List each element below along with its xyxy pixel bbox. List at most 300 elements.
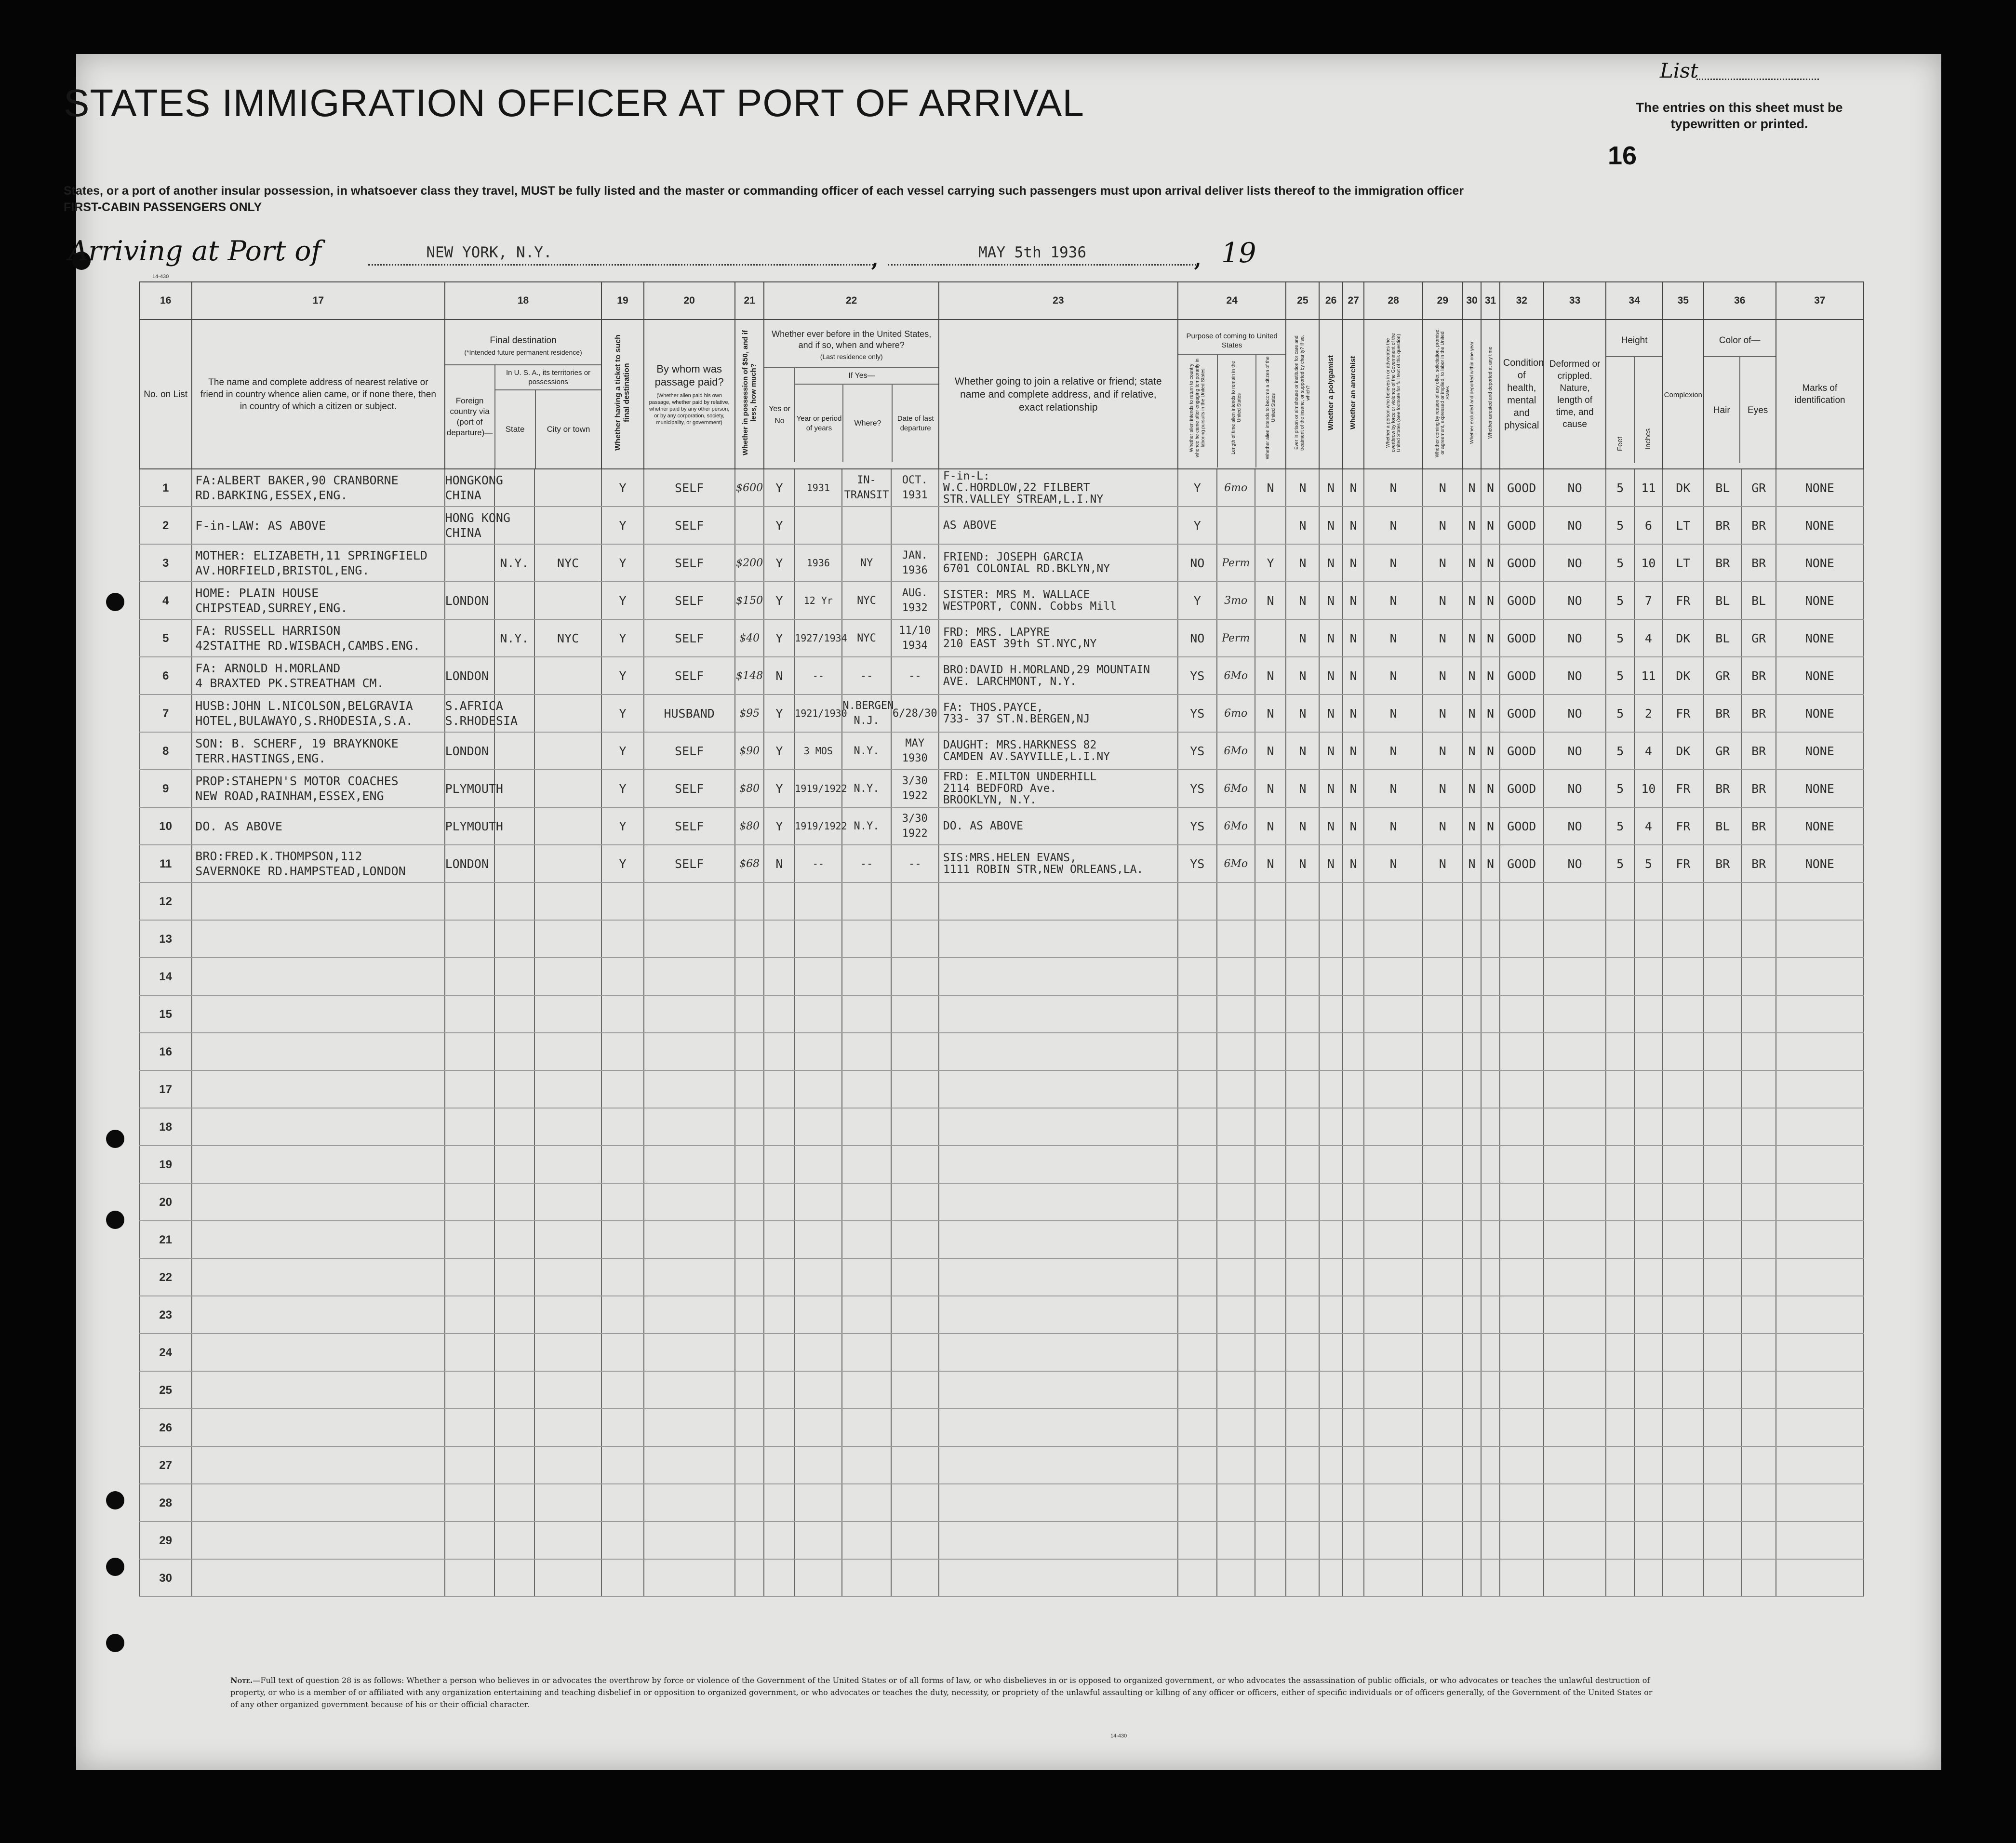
empty-cell	[534, 1446, 602, 1484]
empty-cell	[1742, 920, 1776, 958]
col-number: 37	[1776, 282, 1864, 320]
empty-cell	[939, 1559, 1178, 1597]
empty-cell	[192, 1033, 444, 1070]
empty-cell	[1286, 1409, 1319, 1446]
empty-cell	[1606, 995, 1634, 1033]
foreign-country	[445, 807, 503, 845]
empty-cell	[534, 995, 602, 1033]
row-number: 24	[139, 1334, 192, 1371]
empty-cell	[1423, 882, 1463, 920]
height-inches: 4	[1634, 732, 1663, 770]
empty-cell	[764, 1484, 794, 1522]
deformed: NO	[1544, 544, 1606, 582]
date-line	[888, 264, 1196, 266]
anarchist: N	[1343, 732, 1364, 770]
cell-line: N.Y.	[854, 745, 880, 757]
money	[735, 507, 764, 544]
empty-cell	[1178, 1484, 1217, 1522]
empty-cell	[445, 1371, 494, 1409]
empty-row	[139, 1484, 1864, 1522]
empty-cell	[1776, 1221, 1864, 1258]
empty-cell	[1663, 1409, 1704, 1446]
empty-cell	[445, 1334, 494, 1371]
row-number: 4	[139, 582, 192, 619]
empty-cell	[494, 995, 534, 1033]
empty-cell	[1343, 995, 1364, 1033]
empty-cell	[1319, 1108, 1343, 1146]
empty-cell	[494, 1522, 534, 1559]
paid-by: SELF	[644, 657, 735, 694]
years: 1927/1934	[794, 619, 842, 657]
city	[534, 732, 602, 770]
empty-cell	[1704, 995, 1742, 1033]
empty-cell	[939, 1221, 1178, 1258]
polygamist: N	[1319, 507, 1343, 544]
money: $80	[735, 770, 764, 807]
table-row	[139, 507, 1864, 544]
empty-cell	[1634, 1334, 1663, 1371]
cell-line: BROOKLYN, N.Y.	[943, 794, 1037, 806]
empty-cell	[534, 1108, 602, 1146]
empty-cell	[644, 1070, 735, 1108]
empty-cell	[192, 1146, 444, 1183]
empty-cell	[939, 920, 1178, 958]
table-row	[139, 469, 1864, 507]
cell-line: --	[860, 857, 873, 870]
purpose-return: YS	[1178, 732, 1217, 770]
empty-cell	[1255, 958, 1286, 995]
empty-cell	[1742, 1183, 1776, 1221]
advocates-overthrow: N	[1364, 619, 1422, 657]
before-yes-no: Y	[764, 582, 794, 619]
empty-cell	[939, 882, 1178, 920]
header-row	[139, 320, 1864, 469]
color-subheaders	[1704, 356, 1776, 463]
header-text: Whether alien intends to return to country whence he came after engaging temporarily in laboring pursuits in the United States	[1188, 358, 1206, 457]
eye-color: BR	[1742, 507, 1776, 544]
empty-cell	[534, 958, 602, 995]
empty-cell	[1481, 995, 1499, 1033]
empty-cell	[1606, 1108, 1634, 1146]
cell-line: S.AFRICA	[445, 699, 503, 713]
prison-almshouse: N	[1286, 507, 1319, 544]
empty-cell	[1178, 958, 1217, 995]
row-number: 30	[139, 1559, 192, 1597]
empty-cell	[891, 958, 939, 995]
empty-cell	[534, 1258, 602, 1296]
purpose-return: YS	[1178, 845, 1217, 882]
empty-cell	[1606, 882, 1634, 920]
cell-line: IN-	[857, 474, 876, 486]
empty-cell	[1500, 1033, 1544, 1070]
empty-cell	[735, 1146, 764, 1183]
empty-cell	[891, 1221, 939, 1258]
row-number: 9	[139, 770, 192, 807]
purpose-citizen	[1255, 507, 1286, 544]
row-number: 3	[139, 544, 192, 582]
empty-cell	[1481, 1484, 1499, 1522]
empty-cell	[1364, 1258, 1422, 1296]
empty-cell	[1606, 958, 1634, 995]
empty-cell	[939, 1484, 1178, 1522]
empty-cell	[494, 1221, 534, 1258]
health: GOOD	[1500, 544, 1544, 582]
empty-cell	[735, 920, 764, 958]
empty-cell	[1663, 958, 1704, 995]
empty-cell	[1463, 1183, 1481, 1221]
empty-cell	[764, 1559, 794, 1597]
empty-cell	[1217, 920, 1255, 958]
empty-cell	[1255, 1371, 1286, 1409]
where	[842, 845, 891, 882]
hair-color: BL	[1704, 807, 1742, 845]
empty-cell	[1463, 920, 1481, 958]
empty-cell	[1606, 1258, 1634, 1296]
empty-cell	[494, 1258, 534, 1296]
empty-row	[139, 1296, 1864, 1334]
empty-cell	[494, 1409, 534, 1446]
empty-cell	[842, 1409, 891, 1446]
ticket: Y	[601, 770, 643, 807]
paid-by: SELF	[644, 544, 735, 582]
cell-line: FRD: E.MILTON UNDERHILL	[943, 771, 1097, 783]
cell-line: --	[908, 857, 921, 870]
empty-cell	[644, 1033, 735, 1070]
form-number-bottom: 14-430	[1110, 1733, 1127, 1739]
empty-cell	[1500, 1484, 1544, 1522]
empty-cell	[601, 1409, 643, 1446]
empty-cell	[1343, 1033, 1364, 1070]
height-inches: 6	[1634, 507, 1663, 544]
empty-cell	[842, 1522, 891, 1559]
empty-row	[139, 1183, 1864, 1221]
empty-cell	[192, 1108, 444, 1146]
row-number: 21	[139, 1221, 192, 1258]
empty-cell	[891, 995, 939, 1033]
empty-cell	[644, 1258, 735, 1296]
empty-cell	[1776, 1108, 1864, 1146]
empty-cell	[1704, 1258, 1742, 1296]
header-text: Height	[1621, 335, 1648, 346]
paid-by: SELF	[644, 770, 735, 807]
cell-line: 1111 ROBIN STR,NEW ORLEANS,LA.	[943, 863, 1144, 876]
cell-line: 4 BRAXTED PK.STREATHAM CM.	[195, 676, 384, 690]
empty-cell	[1704, 1146, 1742, 1183]
cell-line: FRD: MRS. LAPYRE	[943, 626, 1050, 639]
empty-cell	[1463, 1221, 1481, 1258]
empty-cell	[445, 1183, 494, 1221]
marks: NONE	[1776, 657, 1864, 694]
empty-cell	[445, 1108, 494, 1146]
empty-cell	[735, 1258, 764, 1296]
table-row	[139, 807, 1864, 845]
hair-color: GR	[1704, 657, 1742, 694]
cell-line: FA: THOS.PAYCE,	[943, 701, 1043, 714]
col-number: 19	[601, 282, 643, 320]
foreign-country	[445, 845, 494, 882]
empty-cell	[939, 1296, 1178, 1334]
empty-cell	[1319, 1522, 1343, 1559]
cell-line: PLYMOUTH	[445, 781, 503, 796]
empty-cell	[1463, 1559, 1481, 1597]
empty-row	[139, 1559, 1864, 1597]
purpose-length: 6mo	[1217, 469, 1255, 507]
empty-cell	[1544, 1371, 1606, 1409]
height-feet: 5	[1606, 657, 1634, 694]
empty-cell	[1481, 1409, 1499, 1446]
city	[534, 469, 602, 507]
empty-cell	[1178, 1522, 1217, 1559]
cell-line: OCT.	[902, 474, 928, 486]
joining	[939, 770, 1178, 807]
empty-cell	[601, 1033, 643, 1070]
empty-cell	[1742, 1409, 1776, 1446]
complexion: DK	[1663, 732, 1704, 770]
city	[534, 657, 602, 694]
empty-cell	[1364, 1409, 1422, 1446]
empty-cell	[1423, 958, 1463, 995]
empty-cell	[1544, 1296, 1606, 1334]
joining	[939, 507, 1178, 544]
years	[794, 507, 842, 544]
empty-cell	[794, 995, 842, 1033]
empty-cell	[842, 1484, 891, 1522]
empty-cell	[939, 1146, 1178, 1183]
header-c31	[1481, 320, 1499, 469]
header-text: Year or period of years	[796, 414, 842, 432]
before-subheaders	[764, 367, 938, 462]
empty-cell	[1776, 1033, 1864, 1070]
empty-cell	[764, 995, 794, 1033]
where	[842, 544, 891, 582]
empty-cell	[445, 1296, 494, 1334]
empty-cell	[1255, 1108, 1286, 1146]
empty-cell	[1481, 1033, 1499, 1070]
empty-cell	[1544, 1409, 1606, 1446]
money: $68	[735, 845, 764, 882]
row-number: 1	[139, 469, 192, 507]
empty-cell	[1178, 1146, 1217, 1183]
cell-line: DO. AS ABOVE	[943, 820, 1024, 832]
empty-cell	[1634, 1522, 1663, 1559]
empty-cell	[601, 1334, 643, 1371]
empty-cell	[1217, 1183, 1255, 1221]
empty-cell	[1481, 1446, 1499, 1484]
empty-cell	[1544, 1033, 1606, 1070]
empty-cell	[1343, 1146, 1364, 1183]
empty-cell	[1178, 1183, 1217, 1221]
empty-cell	[1500, 1146, 1544, 1183]
hair-color: GR	[1704, 732, 1742, 770]
empty-cell	[1364, 920, 1422, 958]
hair-color: BR	[1704, 507, 1742, 544]
empty-cell	[494, 1070, 534, 1108]
row-number: 16	[139, 1033, 192, 1070]
foreign-country	[445, 732, 494, 770]
empty-cell	[1319, 1296, 1343, 1334]
empty-cell	[1704, 1522, 1742, 1559]
empty-cell	[1776, 995, 1864, 1033]
empty-cell	[1343, 920, 1364, 958]
purpose-citizen: N	[1255, 845, 1286, 882]
empty-cell	[842, 1070, 891, 1108]
header-marks	[1776, 320, 1864, 469]
years: --	[794, 657, 842, 694]
header-joining	[939, 320, 1178, 469]
money: $600	[735, 469, 764, 507]
empty-cell	[735, 1409, 764, 1446]
empty-cell	[794, 1146, 842, 1183]
header-health	[1500, 320, 1544, 469]
empty-cell	[1776, 1559, 1864, 1597]
foreign-country	[445, 544, 494, 582]
empty-cell	[1178, 1258, 1217, 1296]
deformed: NO	[1544, 657, 1606, 694]
labor-offer: N	[1423, 807, 1463, 845]
cell-line: 11/10	[899, 625, 931, 637]
cell-line: W.C.HORDLOW,22 FILBERT	[943, 481, 1090, 494]
empty-cell	[1606, 1033, 1634, 1070]
empty-cell	[1364, 1146, 1422, 1183]
empty-cell	[735, 1371, 764, 1409]
joining	[939, 732, 1178, 770]
empty-cell	[1463, 1296, 1481, 1334]
empty-cell	[1178, 1296, 1217, 1334]
empty-cell	[534, 1484, 602, 1522]
empty-cell	[1481, 1070, 1499, 1108]
empty-cell	[192, 995, 444, 1033]
empty-cell	[1255, 1334, 1286, 1371]
empty-cell	[534, 1146, 602, 1183]
col-number: 26	[1319, 282, 1343, 320]
empty-cell	[1606, 1183, 1634, 1221]
cell-line: 3/30	[902, 775, 928, 787]
empty-cell	[1544, 1522, 1606, 1559]
excluded-deported: N	[1463, 807, 1481, 845]
city: NYC	[534, 619, 602, 657]
col-number: 36	[1704, 282, 1776, 320]
empty-cell	[445, 1258, 494, 1296]
arrested-deported: N	[1481, 582, 1499, 619]
empty-cell	[1217, 958, 1255, 995]
cell-line: AVE. LARCHMONT, N.Y.	[943, 675, 1077, 688]
before-yes-no: Y	[764, 469, 794, 507]
hair-color: BR	[1704, 845, 1742, 882]
ticket: Y	[601, 807, 643, 845]
empty-cell	[891, 1033, 939, 1070]
labor-offer: N	[1423, 469, 1463, 507]
purpose-citizen: Y	[1255, 544, 1286, 582]
header-text: Whether alien intends to become a citizen of the United States	[1265, 356, 1277, 459]
empty-cell	[494, 1559, 534, 1597]
foreign-country	[445, 469, 503, 507]
eye-color: BR	[1742, 657, 1776, 694]
purpose-length: 6Mo	[1217, 657, 1255, 694]
empty-cell	[794, 1258, 842, 1296]
empty-cell	[192, 1371, 444, 1409]
polygamist: N	[1319, 770, 1343, 807]
arrested-deported: N	[1481, 619, 1499, 657]
row-number: 10	[139, 807, 192, 845]
empty-cell	[1217, 1334, 1255, 1371]
empty-cell	[735, 995, 764, 1033]
empty-cell	[1286, 1033, 1319, 1070]
date-departure	[891, 657, 939, 694]
empty-cell	[1704, 882, 1742, 920]
empty-cell	[1606, 1070, 1634, 1108]
purpose-citizen: N	[1255, 582, 1286, 619]
eye-color: BR	[1742, 694, 1776, 732]
empty-cell	[794, 1334, 842, 1371]
header-final-destination	[445, 320, 602, 469]
purpose-length	[1217, 507, 1255, 544]
empty-cell	[1776, 882, 1864, 920]
empty-cell	[1217, 1033, 1255, 1070]
empty-cell	[1364, 1371, 1422, 1409]
empty-cell	[1255, 1033, 1286, 1070]
empty-cell	[1364, 958, 1422, 995]
empty-cell	[534, 1409, 602, 1446]
empty-cell	[1319, 1484, 1343, 1522]
empty-cell	[534, 1334, 602, 1371]
empty-cell	[1319, 1446, 1343, 1484]
empty-cell	[644, 1409, 735, 1446]
purpose-citizen	[1255, 619, 1286, 657]
paid-by: SELF	[644, 732, 735, 770]
empty-cell	[1606, 1296, 1634, 1334]
complexion: LT	[1663, 544, 1704, 582]
empty-cell	[1178, 995, 1217, 1033]
empty-cell	[764, 1183, 794, 1221]
empty-cell	[601, 1070, 643, 1108]
punch-hole	[106, 1634, 124, 1652]
empty-cell	[1663, 1446, 1704, 1484]
empty-cell	[939, 1070, 1178, 1108]
empty-cell	[1343, 1484, 1364, 1522]
empty-cell	[1634, 1108, 1663, 1146]
empty-cell	[1364, 1033, 1422, 1070]
empty-row	[139, 1108, 1864, 1146]
empty-cell	[601, 1258, 643, 1296]
purpose-return: NO	[1178, 619, 1217, 657]
empty-cell	[192, 958, 444, 995]
empty-cell	[494, 958, 534, 995]
header-no-on-list: No. on List	[139, 320, 192, 469]
advocates-overthrow: N	[1364, 845, 1422, 882]
before-yes-no: Y	[764, 694, 794, 732]
empty-cell	[1343, 1559, 1364, 1597]
excluded-deported: N	[1463, 845, 1481, 882]
height-inches: 4	[1634, 807, 1663, 845]
empty-cell	[1217, 1108, 1255, 1146]
empty-cell	[1423, 1522, 1463, 1559]
empty-cell	[1178, 1221, 1217, 1258]
empty-cell	[1663, 1221, 1704, 1258]
header-text: Complexion	[1664, 390, 1702, 399]
empty-cell	[1423, 1183, 1463, 1221]
empty-cell	[1178, 1033, 1217, 1070]
empty-cell	[445, 1146, 494, 1183]
empty-cell	[1776, 1183, 1864, 1221]
cell-line: SISTER: MRS M. WALLACE	[943, 588, 1090, 601]
empty-cell	[494, 1334, 534, 1371]
row-number: 19	[139, 1146, 192, 1183]
purpose-length: Perm	[1217, 544, 1255, 582]
empty-cell	[1663, 1070, 1704, 1108]
polygamist: N	[1319, 732, 1343, 770]
empty-cell	[1606, 1559, 1634, 1597]
empty-cell	[1776, 1371, 1864, 1409]
